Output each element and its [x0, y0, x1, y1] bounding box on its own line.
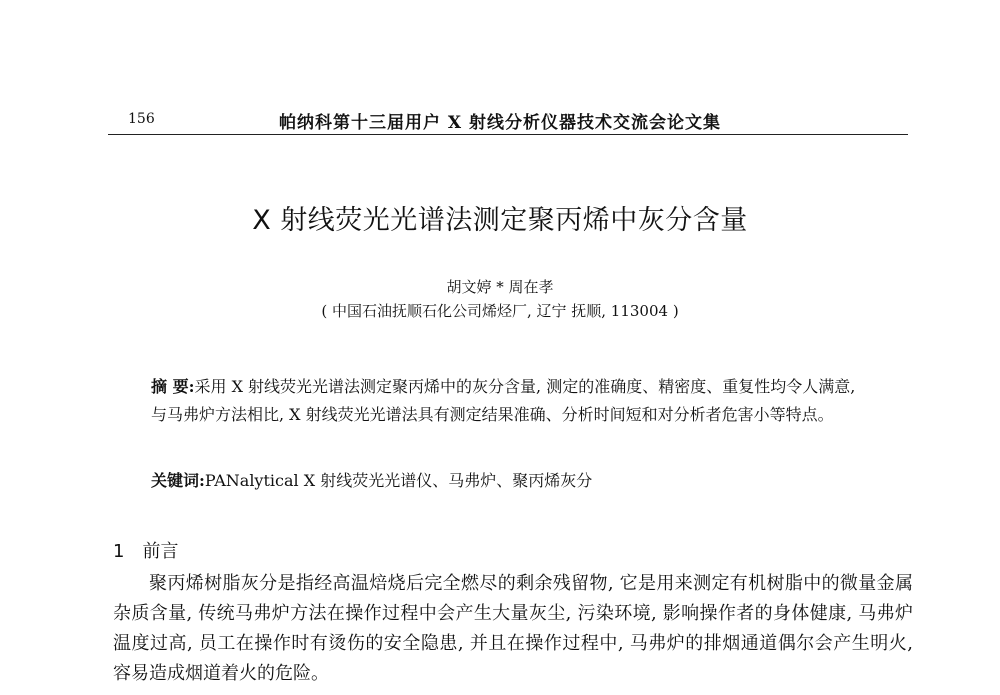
abstract [151, 373, 871, 429]
page-number: 156 [128, 111, 155, 127]
section-heading [113, 537, 178, 563]
keywords-label: 关键词: [151, 471, 205, 490]
paper-affiliation: ( 中国石油抚顺石化公司烯烃厂, 辽宁 抚顺, 113004 ) [321, 302, 679, 320]
header-rule [108, 134, 908, 135]
paper-authors: 胡文婷 * 周在孝 [446, 278, 554, 296]
section-number: 1 [113, 541, 125, 562]
keywords-text: PANalytical X 射线荧光光谱仪、马弗炉、聚丙烯灰分 [204, 471, 593, 490]
keywords [151, 467, 871, 495]
abstract-label: 摘 要: [151, 377, 195, 396]
abstract-text: 采用 X 射线荧光光谱法测定聚丙烯中的灰分含量, 测定的准确度、精密度、重复性均令人满意, 与马弗炉方法相比, X 射线荧光光谱法具有测定结果准确、分析时间短和对分析者危害小等特点。 [151, 377, 856, 424]
section-paragraph: 聚丙烯树脂灰分是指经高温焙烧后完全燃尽的剩余残留物, 它是用来测定有机树脂中的微量金属杂质含量, 传统马弗炉方法在操作过程中会产生大量灰尘, 污染环境, 影响操作者的身体健康, 马弗炉温度过高, 员工在操作时有烫伤的安全隐患, 并且在操作过程中, 马弗炉的排烟通道偶尔会产生明火, 容易造成烟道着火的危险。 [113, 573, 913, 684]
section-title: 前言 [142, 541, 179, 562]
running-header: 帕纳科第十三届用户 X 射线分析仪器技术交流会论文集 [278, 113, 722, 133]
paper-title: X 射线荧光光谱法测定聚丙烯中灰分含量 [252, 205, 748, 236]
